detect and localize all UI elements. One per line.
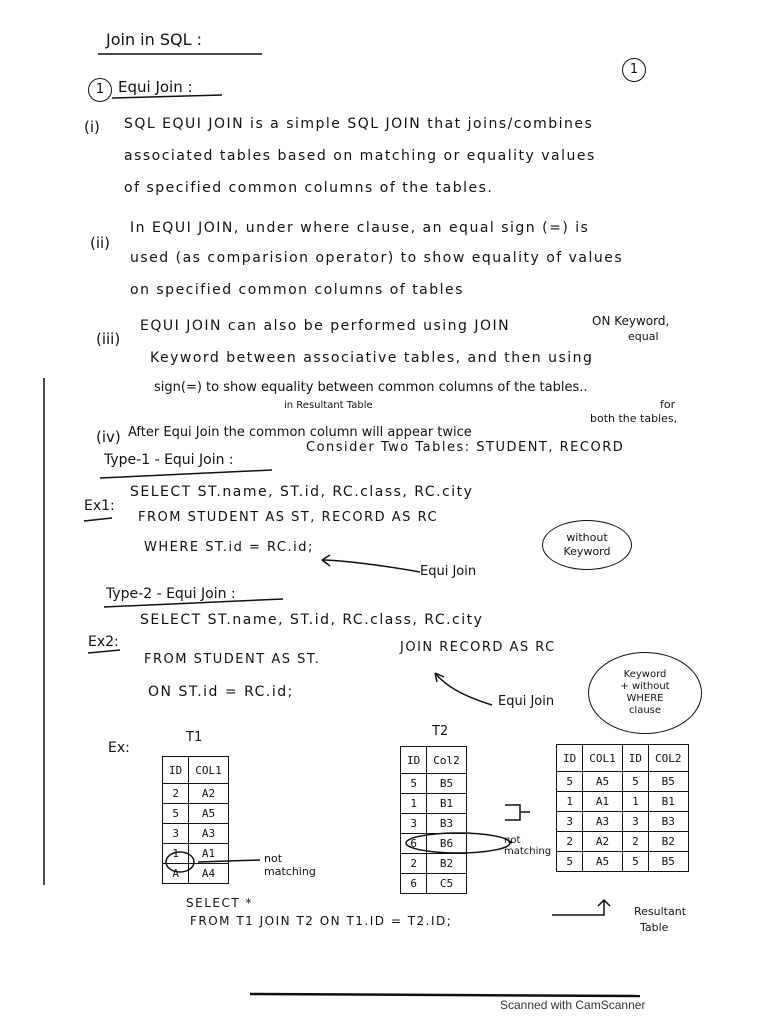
query-line: FROM T1 JOIN T2 ON T1.ID = T2.ID; bbox=[190, 914, 453, 928]
table-cell: A1 bbox=[189, 844, 229, 864]
query-arrow bbox=[552, 900, 604, 915]
bubble-line: Keyword bbox=[623, 669, 667, 680]
page-title: Join in SQL : bbox=[106, 30, 202, 49]
table-cell: A5 bbox=[583, 852, 623, 872]
resultant-table-label bbox=[634, 904, 686, 936]
table-cell: B2 bbox=[649, 832, 689, 852]
column-header: ID bbox=[557, 745, 583, 772]
not-matching-note-t1: not matching bbox=[264, 852, 316, 878]
point-marker: (ii) bbox=[90, 234, 111, 252]
table-row bbox=[557, 792, 689, 812]
table-cell: A2 bbox=[583, 832, 623, 852]
table-row bbox=[401, 814, 467, 834]
table-header-row bbox=[557, 745, 689, 772]
arrow-equi-join-1 bbox=[322, 560, 420, 572]
table-cell: 5 bbox=[401, 774, 427, 794]
table-cell: 2 bbox=[557, 832, 583, 852]
table-row bbox=[163, 804, 229, 824]
table-cell: B3 bbox=[427, 814, 467, 834]
table-cell: 6 bbox=[401, 874, 427, 894]
insert-note: in Resultant Table bbox=[284, 400, 373, 411]
table-row bbox=[401, 774, 467, 794]
point-marker: (iv) bbox=[96, 428, 121, 446]
table-row bbox=[401, 874, 467, 894]
section-number: 1 bbox=[88, 78, 112, 102]
table-row bbox=[557, 852, 689, 872]
table-cell: A2 bbox=[189, 784, 229, 804]
table-cell: 1 bbox=[401, 794, 427, 814]
t2-caption: T2 bbox=[432, 724, 449, 739]
code-line: SELECT ST.name, ST.id, RC.class, RC.city bbox=[130, 484, 474, 500]
table-cell: 3 bbox=[622, 812, 648, 832]
ex2-label: Ex2: bbox=[88, 634, 119, 650]
table-header-row bbox=[401, 747, 467, 774]
table-header-row bbox=[163, 757, 229, 784]
bubble-line: WHERE bbox=[626, 693, 664, 704]
point-line: on specified common columns of tables bbox=[130, 282, 464, 298]
table-row bbox=[163, 784, 229, 804]
table-cell: B6 bbox=[427, 834, 467, 854]
bubble-line: clause bbox=[628, 705, 662, 716]
code-line: SELECT ST.name, ST.id, RC.class, RC.city bbox=[140, 612, 484, 628]
table-cell: 1 bbox=[622, 792, 648, 812]
table-t2 bbox=[400, 746, 467, 894]
table-row bbox=[401, 854, 467, 874]
table-cell: C5 bbox=[427, 874, 467, 894]
table-cell: 3 bbox=[557, 812, 583, 832]
table-row bbox=[557, 812, 689, 832]
join-keyword-text: JOIN RECORD AS RC bbox=[400, 640, 556, 655]
point-line: associated tables based on matching or equality values bbox=[124, 148, 596, 164]
point-line: EQUI JOIN can also be performed using JOIN bbox=[140, 318, 511, 334]
table-cell: B2 bbox=[427, 854, 467, 874]
table-result bbox=[556, 744, 689, 872]
code-line: ON ST.id = RC.id; bbox=[148, 684, 294, 700]
type1-heading: Type-1 - Equi Join : bbox=[104, 452, 234, 468]
column-header: COL1 bbox=[583, 745, 623, 772]
bubble-line: + without bbox=[620, 681, 670, 692]
table-row bbox=[163, 824, 229, 844]
table-row bbox=[557, 772, 689, 792]
point-line: of specified common columns of the tables. bbox=[124, 180, 494, 196]
section-heading: Equi Join : bbox=[118, 78, 193, 96]
code-line: WHERE ST.id = RC.id; bbox=[144, 540, 314, 555]
equi-join-note: Equi Join bbox=[498, 694, 555, 709]
code-line: FROM STUDENT AS ST, RECORD AS RC bbox=[138, 510, 439, 525]
table-cell: A bbox=[163, 864, 189, 884]
table-cell: A1 bbox=[583, 792, 623, 812]
insert-note: for bbox=[660, 398, 676, 411]
table-cell: B1 bbox=[649, 792, 689, 812]
table-cell: 5 bbox=[622, 772, 648, 792]
query-line: SELECT * bbox=[186, 896, 253, 910]
scanner-watermark: Scanned with CamScanner bbox=[500, 998, 646, 1012]
not-matching-note-t2: not matching bbox=[504, 835, 552, 857]
ex1-label: Ex1: bbox=[84, 498, 115, 514]
bubble-line: without bbox=[566, 531, 608, 544]
bubble-line: Keyword bbox=[563, 545, 611, 558]
point-marker: (i) bbox=[84, 118, 100, 136]
table-cell: 5 bbox=[557, 772, 583, 792]
table-cell: B5 bbox=[649, 772, 689, 792]
point-marker: (iii) bbox=[96, 330, 121, 348]
point-line: Keyword between associative tables, and then using bbox=[150, 350, 594, 366]
example-label: Ex: bbox=[108, 740, 130, 756]
page-number: 1 bbox=[622, 58, 646, 82]
keyword-without-where-bubble bbox=[588, 652, 702, 734]
table-cell: 5 bbox=[163, 804, 189, 824]
table-cell: A3 bbox=[583, 812, 623, 832]
column-header: ID bbox=[622, 745, 648, 772]
table-cell: B3 bbox=[649, 812, 689, 832]
column-header: COL1 bbox=[189, 757, 229, 784]
type1-consider: Consider Two Tables: STUDENT, RECORD bbox=[306, 440, 625, 455]
table-cell: 2 bbox=[622, 832, 648, 852]
point-line: sign(=) to show equality between common columns of the tables.. bbox=[154, 380, 588, 395]
table-cell: A4 bbox=[189, 864, 229, 884]
point-line: used (as comparision operator) to show equality of values bbox=[130, 250, 624, 266]
table-cell: A3 bbox=[189, 824, 229, 844]
table-row bbox=[557, 832, 689, 852]
code-line: FROM STUDENT AS ST. bbox=[144, 652, 321, 667]
type2-heading: Type-2 - Equi Join : bbox=[106, 586, 236, 602]
table-cell: B5 bbox=[649, 852, 689, 872]
t1-caption: T1 bbox=[186, 730, 203, 745]
type1-underline bbox=[100, 470, 272, 478]
table-cell: B5 bbox=[427, 774, 467, 794]
point-line: In EQUI JOIN, under where clause, an equal sign (=) is bbox=[130, 220, 590, 236]
table-t1 bbox=[162, 756, 229, 884]
table-cell: A5 bbox=[189, 804, 229, 824]
ex2-underline bbox=[88, 650, 120, 653]
table-cell: 3 bbox=[401, 814, 427, 834]
ex1-underline bbox=[84, 518, 112, 521]
without-keyword-bubble bbox=[542, 520, 632, 570]
table-cell: 3 bbox=[163, 824, 189, 844]
table-cell: 5 bbox=[622, 852, 648, 872]
bottom-stroke bbox=[250, 994, 640, 996]
column-header: ID bbox=[163, 757, 189, 784]
insert-note: both the tables, bbox=[590, 412, 678, 425]
table-row bbox=[401, 834, 467, 854]
table-cell: 1 bbox=[557, 792, 583, 812]
table-cell: 1 bbox=[163, 844, 189, 864]
result-arrow bbox=[505, 805, 530, 820]
column-header: COL2 bbox=[649, 745, 689, 772]
column-header: Col2 bbox=[427, 747, 467, 774]
column-header: ID bbox=[401, 747, 427, 774]
equi-join-note: Equi Join bbox=[420, 564, 477, 579]
table-row bbox=[401, 794, 467, 814]
table-row bbox=[163, 844, 229, 864]
point-line: SQL EQUI JOIN is a simple SQL JOIN that joins/combines bbox=[124, 116, 594, 132]
table-cell: A5 bbox=[583, 772, 623, 792]
table-cell: 2 bbox=[163, 784, 189, 804]
label-line: Table bbox=[640, 921, 669, 934]
insert-note: ON Keyword, bbox=[592, 314, 670, 328]
table-cell: 6 bbox=[401, 834, 427, 854]
table-row bbox=[163, 864, 229, 884]
table-cell: B1 bbox=[427, 794, 467, 814]
arrow-equi-join-2 bbox=[435, 673, 492, 705]
label-line: Resultant bbox=[634, 905, 687, 918]
table-cell: 2 bbox=[401, 854, 427, 874]
table-cell: 5 bbox=[557, 852, 583, 872]
point-line: After Equi Join the common column will appear twice bbox=[128, 425, 472, 440]
insert-note: equal bbox=[628, 330, 659, 343]
